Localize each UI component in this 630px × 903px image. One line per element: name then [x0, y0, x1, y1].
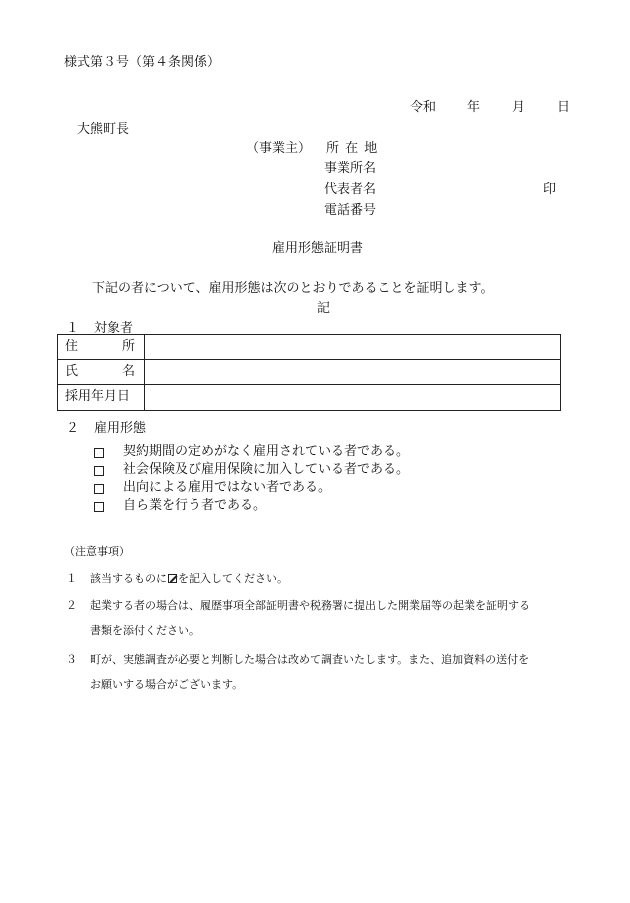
option-checkbox-2[interactable] — [94, 461, 104, 480]
option-checkbox-4[interactable] — [94, 497, 104, 516]
checked-box-icon — [168, 574, 177, 583]
hire-date-value-field[interactable] — [145, 385, 560, 410]
employer-address-label: 所 在 地 — [326, 141, 379, 156]
note-text-1: 該当するものに を記入してください。 — [90, 572, 288, 585]
date-month: 月 — [512, 100, 526, 115]
note-text-2-line1: 起業する者の場合は、履歴事項全部証明書や税務署に提出した開業届等の起業を証明する — [90, 599, 530, 612]
option-label-2: 社会保険及び雇用保険に加入している者である。 — [123, 462, 410, 477]
checkbox-icon — [94, 448, 104, 458]
table-label-name: 氏 名 — [58, 360, 145, 384]
checkbox-icon — [94, 484, 104, 494]
table-row-hire-date — [58, 385, 560, 410]
option-checkbox-3[interactable] — [94, 479, 104, 498]
option-label-4: 自ら業を行う者である。 — [123, 498, 267, 513]
name-value-field[interactable] — [145, 360, 560, 384]
form-number: 様式第３号（第４条関係） — [64, 55, 221, 70]
option-label-1: 契約期間の定めがなく雇用されている者である。 — [123, 444, 410, 459]
ki-mark: 記 — [317, 301, 331, 316]
note-number-2: ２ — [66, 599, 77, 612]
target-person-table — [57, 334, 561, 411]
section1-number: １ — [66, 321, 80, 336]
date-era: 令和 — [410, 100, 437, 115]
note-number-3: ３ — [66, 653, 77, 666]
employer-office-name-label: 事業所名 — [324, 161, 377, 176]
employer-phone-label: 電話番号 — [324, 203, 377, 218]
section2-number: ２ — [66, 421, 80, 436]
option-checkbox-1[interactable] — [94, 443, 104, 462]
note-text-3-line2: お願いする場合がございます。 — [90, 678, 244, 691]
employer-group-label: （事業主） — [246, 141, 312, 156]
address-value-field[interactable] — [145, 335, 560, 359]
date-year: 年 — [467, 100, 481, 115]
table-label-hire-date: 採用年月日 — [58, 385, 145, 410]
section1-heading: 対象者 — [94, 321, 134, 336]
document-title: 雇用形態証明書 — [272, 241, 364, 256]
note-text-3-line1: 町が、実態調査が必要と判断した場合は改めて調査いたします。また、追加資料の送付を — [90, 653, 530, 666]
note-number-1: １ — [66, 572, 77, 585]
date-day: 日 — [557, 100, 571, 115]
option-label-3: 出向による雇用ではない者である。 — [123, 480, 332, 495]
checkbox-icon — [94, 502, 104, 512]
seal-mark: 印 — [543, 182, 557, 197]
section2-heading: 雇用形態 — [94, 421, 147, 436]
table-label-address: 住 所 — [58, 335, 145, 359]
table-row-address — [58, 335, 560, 360]
checkbox-icon — [94, 466, 104, 476]
employer-representative-label: 代表者名 — [324, 182, 377, 197]
note-text-2-line2: 書類を添付ください。 — [90, 624, 200, 637]
addressee: 大熊町長 — [77, 122, 130, 137]
table-row-name — [58, 360, 560, 385]
certification-statement: 下記の者について、雇用形態は次のとおりであることを証明します。 — [92, 281, 494, 296]
notes-heading: （注意事項） — [64, 545, 130, 558]
